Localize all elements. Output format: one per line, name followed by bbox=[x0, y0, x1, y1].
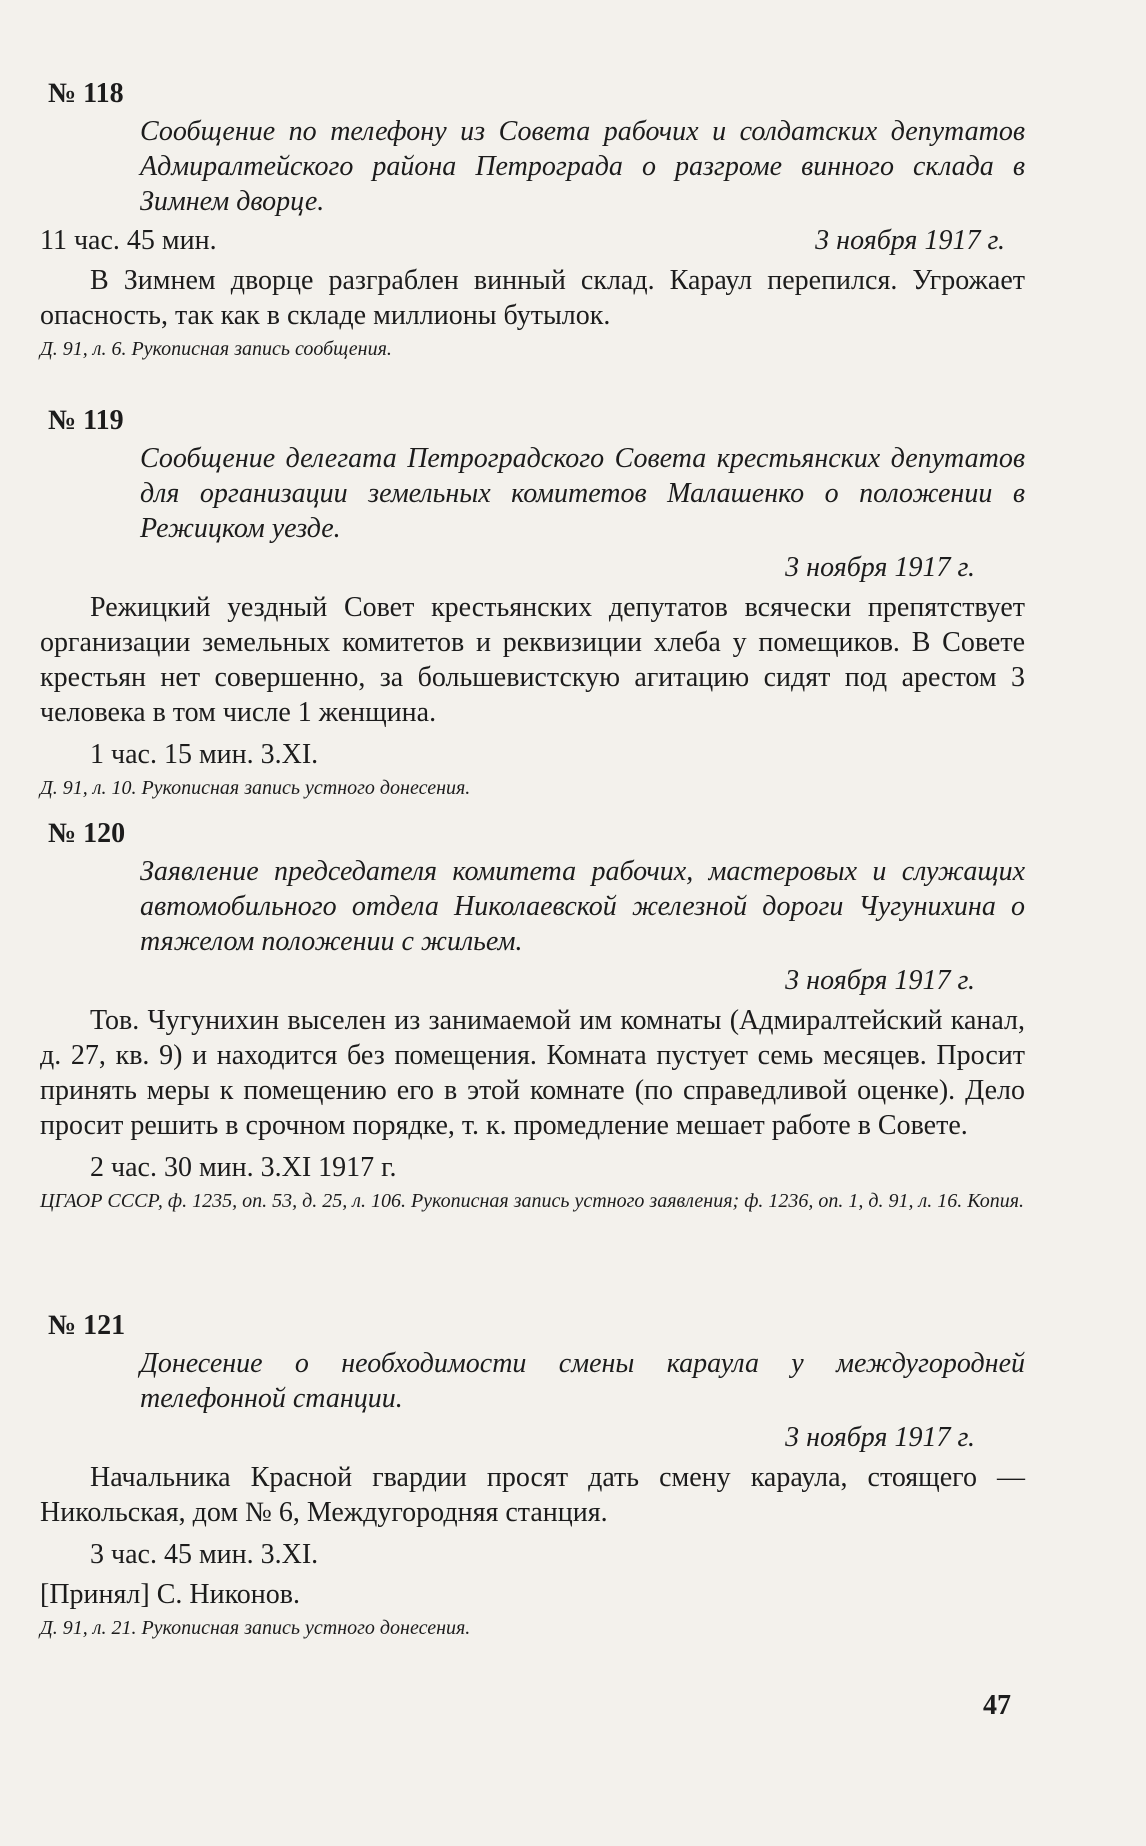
entry-number: № 119 bbox=[48, 405, 124, 436]
entry-body: В Зимнем дворце разграблен винный склад. Караул перепился. Угрожает опасность, так как в складе миллионы бутылок. bbox=[40, 265, 1025, 331]
entry-body: Режицкий уездный Совет крестьянских депутатов всячески препятствует организации земельных комитетов и реквизиции хлеба у помещиков. В Совете крестьян нет совершенно, за большевистскую агитацию сидят под арестом 3 человека в том числе 1 женщина. bbox=[40, 592, 1025, 728]
entry-dateline bbox=[40, 225, 1025, 257]
entry-source: Д. 91, л. 10. Рукописная запись устного донесения. bbox=[40, 777, 471, 799]
entry-dateline bbox=[40, 1422, 1025, 1454]
entry-120 bbox=[40, 818, 1025, 1215]
entry-time: 1 час. 15 мин. 3.XI. bbox=[90, 739, 319, 770]
entry-number: № 120 bbox=[48, 818, 126, 849]
entry-source: Д. 91, л. 21. Рукописная запись устного донесения. bbox=[40, 1617, 471, 1639]
entry-source: ЦГАОР СССР, ф. 1235, оп. 53, д. 25, л. 106. Рукописная запись устного заявления; ф. 1236, оп. 1, д. 91, л. 16. Копия. bbox=[40, 1190, 1025, 1212]
entry-source: Д. 91, л. 6. Рукописная запись сообщения. bbox=[40, 338, 392, 360]
entry-119 bbox=[40, 405, 1025, 802]
entry-time: 3 час. 45 мин. 3.XI. bbox=[90, 1539, 319, 1570]
entry-title: Донесение о необходимости смены караула у междугородней телефонной станции. bbox=[140, 1348, 1025, 1414]
entry-title: Сообщение по телефону из Совета рабочих и солдатских депутатов Адмиралтейского района Петрограда о разгроме винного склада в Зимнем дворце. bbox=[140, 116, 1025, 217]
entry-number: № 121 bbox=[48, 1310, 126, 1341]
entry-121 bbox=[40, 1310, 1025, 1642]
entry-date: 3 ноября 1917 г. bbox=[785, 552, 975, 583]
page-number: 47 bbox=[983, 1690, 1011, 1721]
entry-time: 2 час. 30 мин. 3.XI 1917 г. bbox=[90, 1152, 397, 1183]
entry-date: 3 ноября 1917 г. bbox=[785, 965, 975, 996]
entry-time: 11 час. 45 мин. bbox=[40, 225, 217, 256]
entry-body: Начальника Красной гвардии просят дать смену караула, стоящего — Никольская, дом № 6, Междугородняя станция. bbox=[40, 1462, 1025, 1528]
entry-body: Тов. Чугунихин выселен из занимаемой им комнаты (Адмиралтейский канал, д. 27, кв. 9) и находится без помещения. Комната пустует семь месяцев. Просит принять меры к помещению его в этой комнате (по справедливой оценке). Дело просит решить в срочном порядке, т. к. промедление мешает работе в Совете. bbox=[40, 1005, 1025, 1141]
entry-dateline bbox=[40, 965, 1025, 997]
entry-title: Заявление председателя комитета рабочих, мастеровых и служащих автомобильного отдела Николаевской железной дороги Чугунихина о тяжелом положении с жильем. bbox=[140, 856, 1025, 957]
entry-title: Сообщение делегата Петроградского Совета крестьянских депутатов для организации земельных комитетов Малашенко о положении в Режицком уезде. bbox=[140, 443, 1025, 544]
entry-date: 3 ноября 1917 г. bbox=[815, 225, 1005, 256]
entry-number: № 118 bbox=[48, 78, 124, 109]
entry-dateline bbox=[40, 552, 1025, 584]
entry-received: [Принял] С. Никонов. bbox=[40, 1579, 300, 1610]
entry-118 bbox=[40, 78, 1025, 363]
entry-date: 3 ноября 1917 г. bbox=[785, 1422, 975, 1453]
